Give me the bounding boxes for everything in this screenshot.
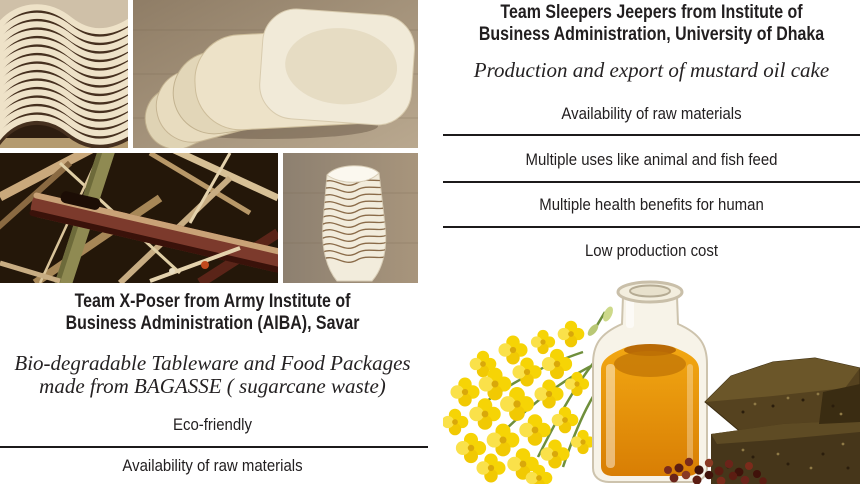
left-title-line1: Team X-Poser from Army Institute of [74, 291, 351, 312]
mustard-oil-illustration [443, 272, 860, 484]
left-panel-title [34, 291, 391, 335]
photo-stacked-wavy-plates [0, 0, 128, 148]
left-subtitle-line1: Bio-degradable Tableware and Food Packages [14, 351, 411, 375]
right-title-line2: Business Administration, University of Dhaka [478, 24, 825, 45]
right-panel-subtitle: Production and export of mustard oil cake [473, 58, 830, 82]
right-divider-1 [443, 134, 860, 136]
left-subtitle-line2: made from BAGASSE ( sugarcane waste) [39, 374, 386, 398]
photo-bagasse-fibers [0, 153, 278, 283]
right-feature-raw-materials: Availability of raw materials [561, 104, 742, 123]
photo-fanned-plates [133, 0, 418, 148]
right-feature-low-cost: Low production cost [584, 241, 719, 260]
left-panel-subtitle [0, 352, 425, 398]
left-feature-eco-friendly: Eco-friendly [172, 415, 252, 434]
right-title-line1: Team Sleepers Jeepers from Institute of [500, 2, 803, 23]
right-divider-3 [443, 226, 860, 228]
left-divider [0, 446, 428, 448]
plate-stack-column-illustration [283, 153, 418, 283]
bagasse-fibers-illustration [0, 153, 278, 283]
right-feature-animal-fish-feed: Multiple uses like animal and fish feed [525, 150, 778, 169]
photo-mustard-oil-products [443, 272, 860, 484]
right-feature-health-benefits: Multiple health benefits for human [539, 195, 764, 214]
left-title-line2: Business Administration (AIBA), Savar [65, 313, 360, 334]
fanned-plates-illustration [133, 0, 418, 148]
photo-plate-stack-column [283, 153, 418, 283]
right-divider-2 [443, 181, 860, 183]
right-panel-title [476, 2, 826, 46]
left-feature-raw-materials: Availability of raw materials [122, 456, 303, 475]
stacked-wavy-plates-illustration [0, 0, 128, 148]
